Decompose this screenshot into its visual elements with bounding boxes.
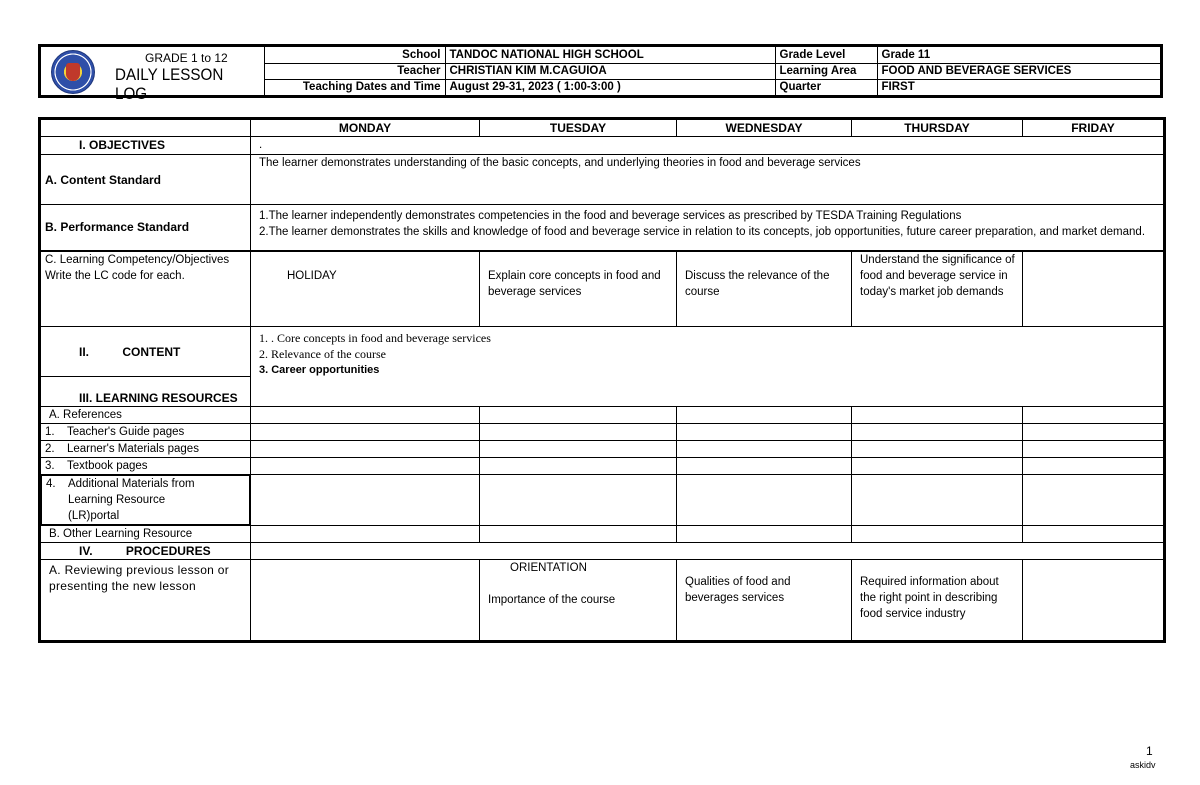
performance-standard-label: B. Performance Standard [40, 205, 251, 251]
performance-standard-cell [251, 205, 1165, 251]
resource-item-2 [40, 441, 251, 458]
day-thursday: THURSDAY [852, 119, 1023, 137]
review-tuesday-cell [480, 560, 677, 642]
resource-item-4-num: 4. [46, 478, 56, 490]
page-number: 1 [1146, 744, 1153, 758]
resource-2-wednesday [677, 441, 852, 458]
corner-cell [40, 119, 251, 137]
day-monday: MONDAY [251, 119, 480, 137]
resource-row-textbook [40, 458, 1165, 475]
procedures-span-cell [251, 543, 1165, 560]
content-standard-row [40, 155, 1165, 205]
content-item-3: 3. Career opportunities [259, 364, 380, 376]
content-standard-label: A. Content Standard [40, 155, 251, 205]
resource-1-wednesday [677, 424, 852, 441]
teacher-value: CHRISTIAN KIM M.CAGUIOA [445, 63, 775, 79]
resource-3-monday [251, 458, 480, 475]
resource-item-1-label: Teacher's Guide pages [67, 426, 185, 438]
resource-item-4-label: Additional Materials from Learning Resource (LR)portal [68, 478, 195, 522]
references-monday [251, 407, 480, 424]
resource-row-teachers-guide [40, 424, 1165, 441]
performance-standard-1: 1.The learner independently demonstrates competencies in the food and beverage services as prescribed by TESDA Training Regulations [259, 210, 962, 222]
grade-level-value: Grade 11 [877, 47, 1160, 63]
day-friday: FRIDAY [1023, 119, 1165, 137]
resource-1-tuesday [480, 424, 677, 441]
other-tuesday [480, 526, 677, 543]
lesson-log-table [38, 117, 1166, 643]
dates-label: Teaching Dates and Time [265, 79, 445, 95]
deped-seal-logo [51, 50, 95, 94]
resource-item-3-num: 3. [45, 460, 55, 472]
resource-3-thursday [852, 458, 1023, 475]
other-resource-row [40, 526, 1165, 543]
resource-1-friday [1023, 424, 1165, 441]
references-label: A. References [40, 407, 251, 424]
review-wednesday: Qualities of food and beverages services [677, 560, 852, 642]
procedures-row [40, 543, 1165, 560]
references-row [40, 407, 1165, 424]
resource-item-2-num: 2. [45, 443, 55, 455]
teacher-label: Teacher [265, 63, 445, 79]
resource-2-tuesday [480, 441, 677, 458]
resource-item-3 [40, 458, 251, 475]
competency-monday: HOLIDAY [251, 251, 480, 327]
content-row [40, 327, 1165, 377]
content-items-cell [251, 327, 1165, 407]
resource-4-wednesday [677, 475, 852, 526]
resource-4-thursday [852, 475, 1023, 526]
content-item-2: 2. Relevance of the course [259, 347, 386, 361]
resource-4-monday [251, 475, 480, 526]
resource-row-learners-materials [40, 441, 1165, 458]
competency-tuesday: Explain core concepts in food and beverage services [480, 251, 677, 327]
competency-wednesday: Discuss the relevance of the course [677, 251, 852, 327]
orientation-title: ORIENTATION [510, 562, 587, 574]
references-thursday [852, 407, 1023, 424]
learning-area-label: Learning Area [775, 63, 877, 79]
performance-standard-row [40, 205, 1165, 251]
learning-area-value: FOOD AND BEVERAGE SERVICES [877, 63, 1160, 79]
content-heading [40, 327, 251, 377]
objectives-row [40, 137, 1165, 155]
objectives-note: . [251, 137, 1165, 155]
logo-cell [41, 47, 265, 103]
page-code: askidv [1130, 760, 1156, 770]
resource-3-tuesday [480, 458, 677, 475]
review-friday [1023, 560, 1165, 642]
procedures-heading [40, 543, 251, 560]
content-standard-text: The learner demonstrates understanding of the basic concepts, and underlying theories in food and beverage services [251, 155, 1165, 205]
competency-friday [1023, 251, 1165, 327]
resource-2-thursday [852, 441, 1023, 458]
references-tuesday [480, 407, 677, 424]
resources-heading: III. LEARNING RESOURCES [40, 377, 251, 407]
other-wednesday [677, 526, 852, 543]
other-friday [1023, 526, 1165, 543]
grade-range: GRADE 1 to 12 [145, 51, 228, 65]
competency-sub: Write the LC code for each. [45, 269, 185, 282]
resource-3-wednesday [677, 458, 852, 475]
review-row [40, 560, 1165, 642]
day-tuesday: TUESDAY [480, 119, 677, 137]
header-info-table [265, 47, 1160, 95]
competency-row [40, 251, 1165, 327]
references-wednesday [677, 407, 852, 424]
review-tuesday-text: Importance of the course [488, 594, 616, 606]
quarter-value: FIRST [877, 79, 1160, 95]
content-item-1: 1. . Core concepts in food and beverage services [259, 331, 491, 345]
objectives-heading: I. OBJECTIVES [40, 137, 251, 155]
review-monday [251, 560, 480, 642]
content-heading-text: II. CONTENT [79, 344, 181, 359]
quarter-label: Quarter [775, 79, 877, 95]
resource-item-4 [41, 475, 250, 525]
resource-row-additional [40, 475, 1165, 526]
other-monday [251, 526, 480, 543]
day-header-row [40, 119, 1165, 137]
resource-item-2-label: Learner's Materials pages [67, 443, 199, 455]
resource-item-1-num: 1. [45, 426, 55, 438]
day-wednesday: WEDNESDAY [677, 119, 852, 137]
dates-value: August 29-31, 2023 ( 1:00-3:00 ) [445, 79, 775, 95]
resource-2-monday [251, 441, 480, 458]
competency-label: C. Learning Competency/Objectives [45, 253, 230, 266]
review-spacer [488, 576, 670, 592]
school-label: School [265, 47, 445, 63]
competency-thursday: Understand the significance of food and beverage service in today's market job demands [852, 251, 1023, 327]
log-title: DAILY LESSON LOG [115, 66, 224, 103]
resource-1-monday [251, 424, 480, 441]
resource-item-1 [40, 424, 251, 441]
school-value: TANDOC NATIONAL HIGH SCHOOL [445, 47, 775, 63]
resource-2-friday [1023, 441, 1165, 458]
resource-item-3-label: Textbook pages [67, 460, 148, 472]
competency-label-cell [40, 251, 251, 327]
procedures-heading-text: IV. PROCEDURES [79, 544, 211, 558]
other-thursday [852, 526, 1023, 543]
review-thursday: Required information about the right point in describing food service industry [852, 560, 1023, 642]
resource-1-thursday [852, 424, 1023, 441]
resource-4-friday [1023, 475, 1165, 526]
header-block [38, 44, 1163, 103]
resource-4-tuesday [480, 475, 677, 526]
grade-level-label: Grade Level [775, 47, 877, 63]
review-label: A. Reviewing previous lesson or presenting the new lesson [40, 560, 251, 642]
other-resource-label: B. Other Learning Resource [40, 526, 251, 543]
performance-standard-2: 2.The learner demonstrates the skills and knowledge of food and beverage service in relation to its concepts, job opportunities, future career preparation, and market demand. [259, 226, 1146, 238]
references-friday [1023, 407, 1165, 424]
resource-3-friday [1023, 458, 1165, 475]
